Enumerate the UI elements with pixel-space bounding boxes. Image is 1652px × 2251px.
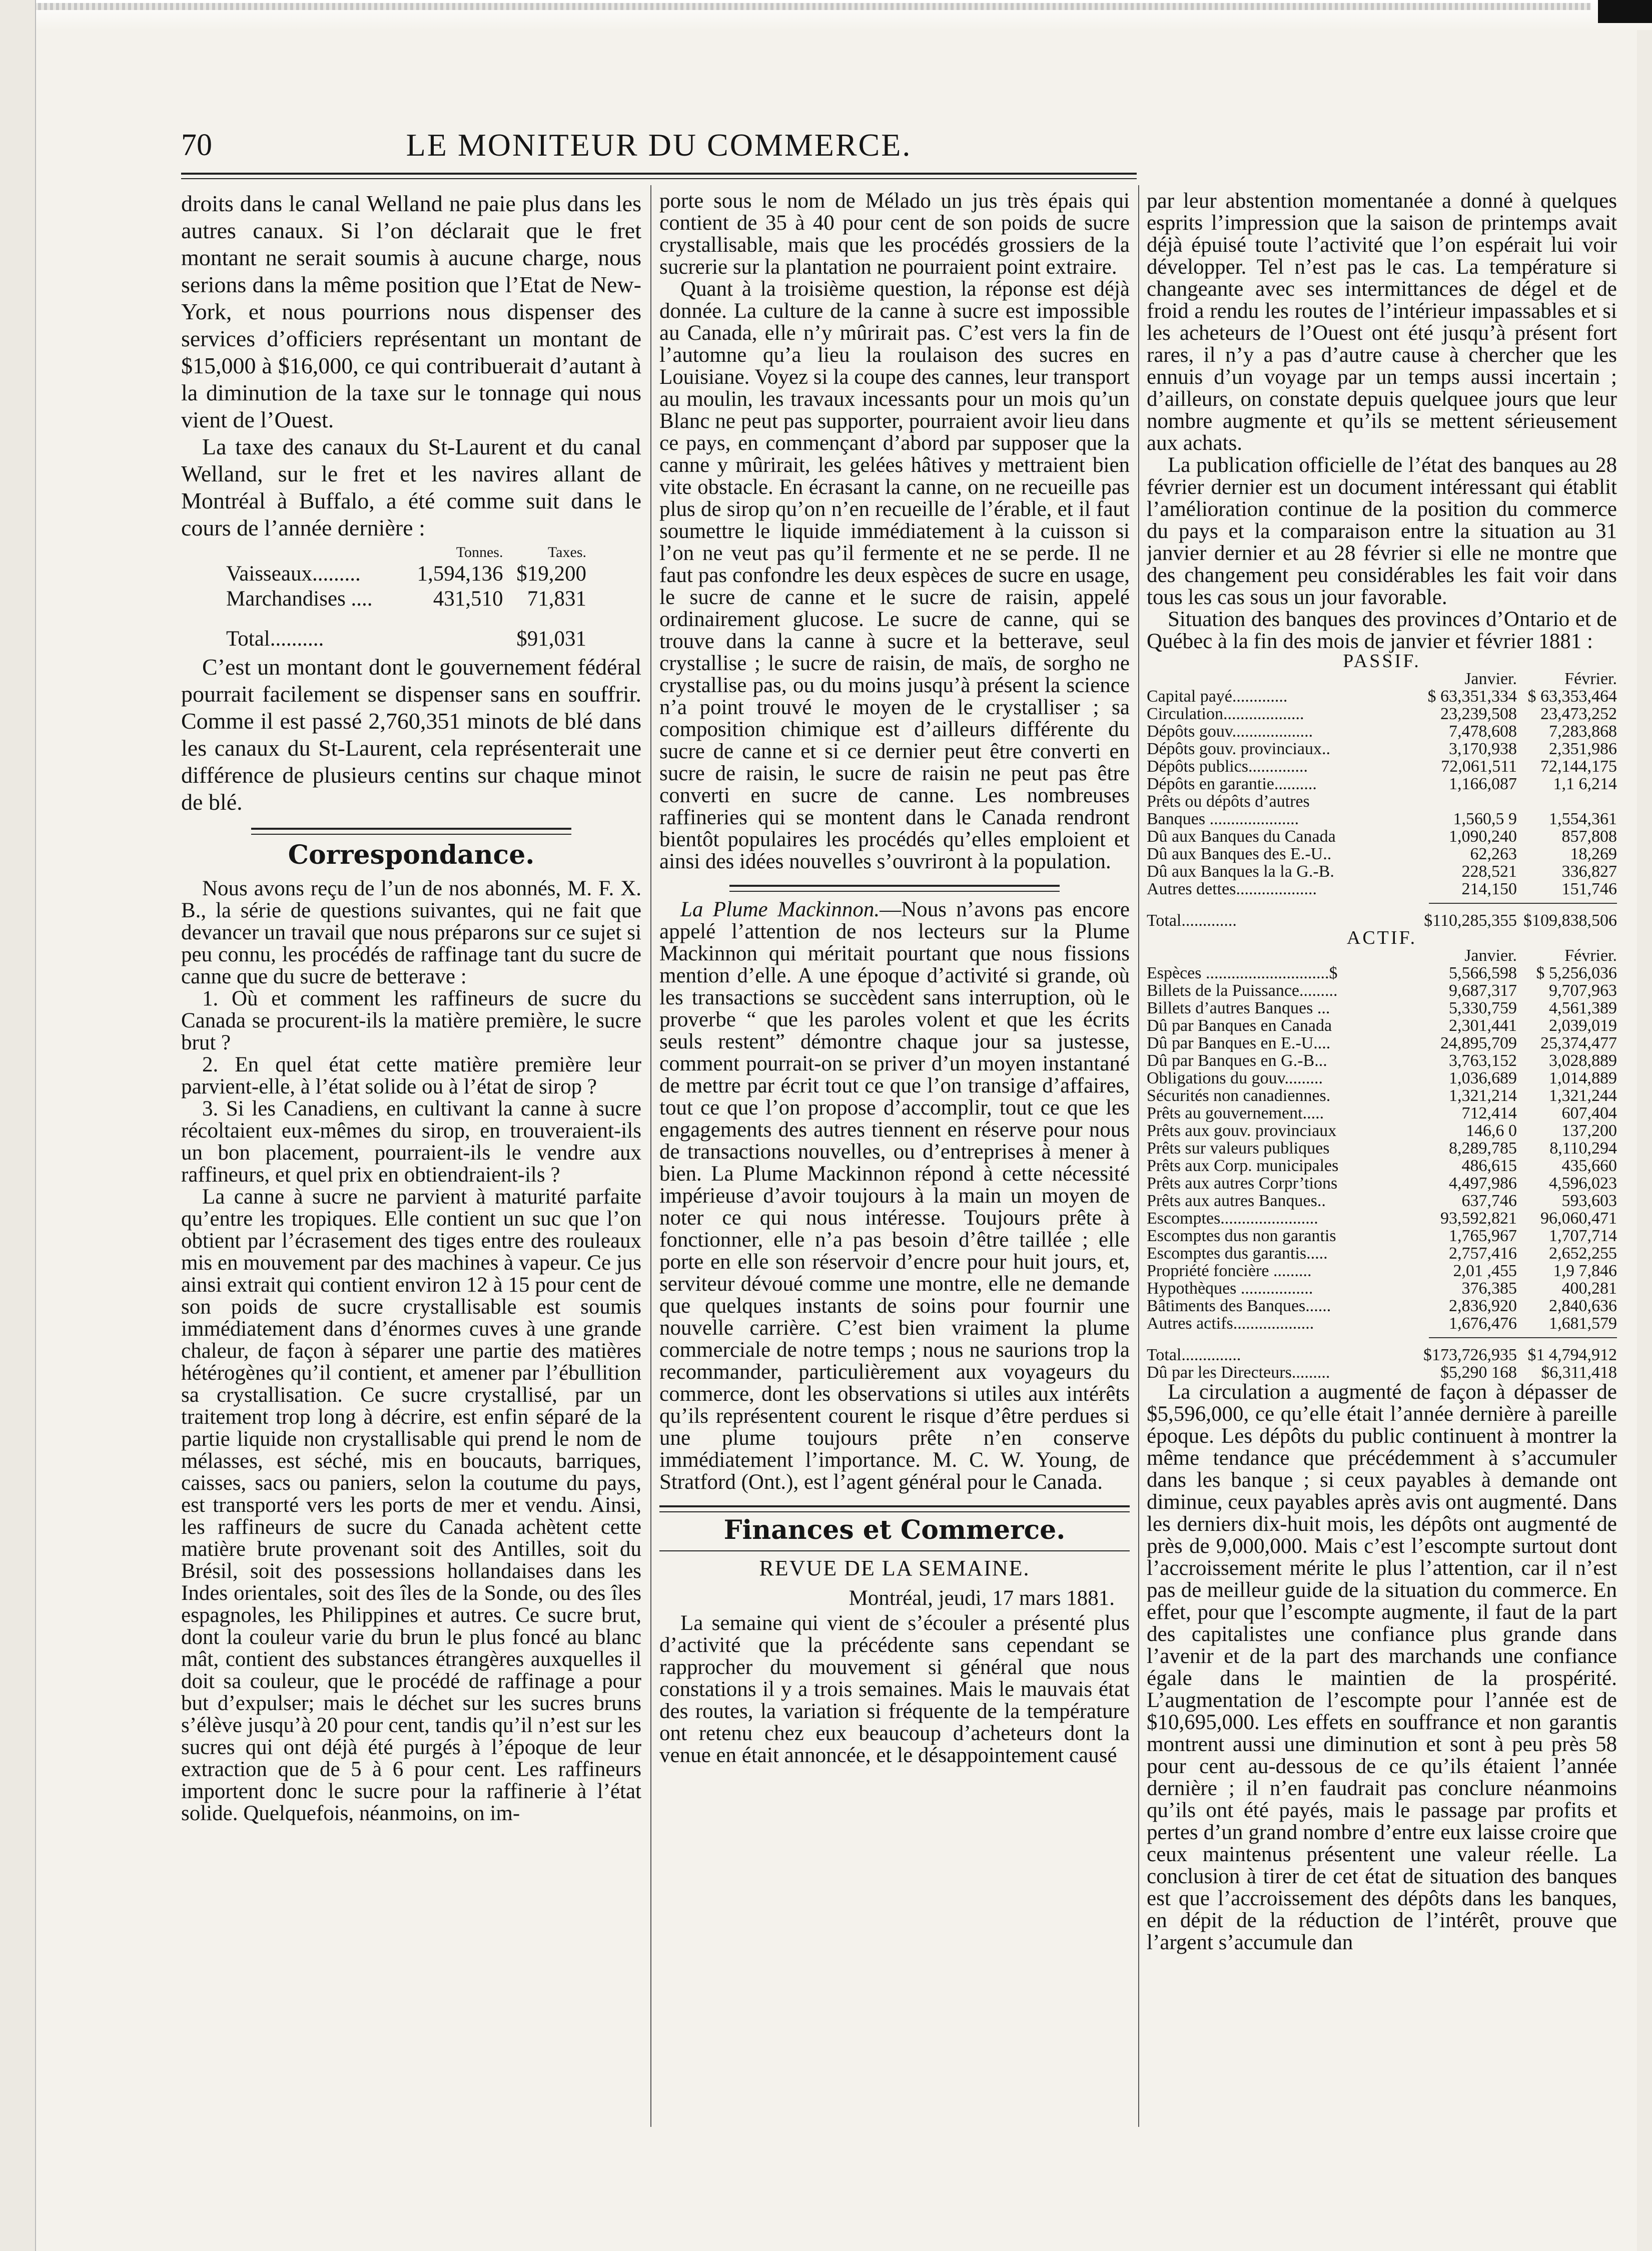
january-value: 2,01 ,455 (1453, 1262, 1517, 1280)
column-2 (659, 190, 1130, 2132)
january-value: 8,289,785 (1449, 1139, 1517, 1158)
february-value: 151,746 (1561, 880, 1617, 898)
february-value: 607,404 (1561, 1104, 1617, 1122)
paragraph: La semaine qui vient de s’écouler a présenté plus d’activité que la précédente sans cependant se rapprocher du mouvement si général que nous constations il y a trois semaines. Mais le mauvais état des routes, la variation si fréquente de la température ont retenu chez eux beaucoup d’acheteurs dont la venue en était annoncée, et le désappointement causé (659, 1611, 1130, 1767)
february-value: 7,283,868 (1549, 722, 1617, 741)
plume-text: —Nous n’avons pas encore appelé l’attention de nos lecteurs sur la Plume Mackinnon qui méritait pourtant que nous fissions mention d’elle. A une époque d’activité si grande, où les transactions se succèdent sans interruption, où le proverbe “ que les paroles volent et que les écrits seuls restent” démontre chaque jour sa justesse, comment pourrait-on se priver d’un moyen instantané de mettre par écrit tout ce que l’on transige d’affaires, tout ce que l’on propose d’accomplir, tout ce que les engagements des autres tiennent en réserve pour nous de transactions nouvelles, ou d’entreprises à mener à bien. La Plume Mackinnon répond à cette nécessité impérieuse d’avoir toujours à la main un moyen de noter ce qui nous intéresse. Toujours prête à fonctionner, elle n’a pas besoin d’être taillée ; elle porte en elle son réservoir d’encre pour huit jours, et, serviteur dévoué comme une montre, elle ne demande que quelques instants de soins pour fournir une nouvelle carrière. C’est bien vraiment la plume commerciale de notre temps ; nous ne saurions trop la recommander, particulièrement aux voyageurs du commerce, dont les observations si utiles aux intérêts qu’ils représentent courent le risque d’être perdues si une plume toujours prête n’en conserve immédiatement l’importance. M. C. W. Young, de Stratford (Ont.), est l’agent général pour le Canada. (659, 898, 1130, 1494)
february-value: 3,028,889 (1549, 1051, 1617, 1070)
column-headers (1147, 670, 1617, 688)
january-value: 1,166,087 (1449, 775, 1517, 793)
section-heading: Correspondance. (288, 840, 535, 870)
row-label: Escomptes....................... (1147, 1210, 1318, 1227)
january-value: 228,521 (1461, 862, 1517, 881)
column-1 (181, 190, 641, 2132)
table-row (1147, 828, 1617, 845)
february-value: 96,060,471 (1540, 1209, 1617, 1228)
header-rule-thin (181, 178, 1137, 179)
table-row (226, 561, 586, 587)
february-value: 1,681,579 (1549, 1314, 1617, 1333)
taxes-value: $19,200 (516, 562, 586, 586)
february-value: 4,596,023 (1549, 1174, 1617, 1193)
january-value: 3,170,938 (1449, 740, 1517, 758)
january-value: 5,566,598 (1449, 964, 1517, 982)
section-divider (729, 885, 1060, 892)
february-value: 435,660 (1561, 1157, 1617, 1175)
january-value: 376,385 (1461, 1279, 1517, 1298)
paragraph: par leur abstention momentanée a donné à quelques esprits l’impression que la saison de printemps avait déjà épuisé toute l’activité que l’on espérait lui voir développer. Tel n’est pas le cas. La température si changeante avec ses intermittances de dégel et de froid a rendu les routes de l’intérieur impassables et si les acheteurs de l’Ouest ont été jusqu’à présent fort rares, il n’y a pas d’autre cause à chercher que les ennuis d’un voyage par un temps aussi incertain ; d’ailleurs, on constate depuis quelquee jours que leur nombre augmente et qu’ils se mettent sérieusement aux achats. (1147, 190, 1617, 455)
row-label: Prêts aux gouv. provinciaux (1147, 1122, 1337, 1140)
february-value: 2,351,986 (1549, 740, 1617, 758)
january-value: 4,497,986 (1449, 1174, 1517, 1193)
paragraph: Situation des banques des provinces d’Ontario et de Québec à la fin des mois de janvier et février 1881 : (1147, 608, 1617, 653)
table-row (1147, 775, 1617, 793)
total-rule (1429, 1337, 1617, 1338)
table-row (1147, 845, 1617, 863)
table-row (1147, 705, 1617, 723)
row-label: Dû par Banques en E.-U.... (1147, 1034, 1331, 1052)
january-value: 1,321,214 (1449, 1086, 1517, 1105)
row-label: Banques ..................... (1147, 810, 1299, 828)
january-value: 1,560,5 9 (1453, 810, 1517, 828)
january-value: 486,615 (1461, 1157, 1517, 1175)
table-row (1147, 1315, 1617, 1332)
section-heading: Finances et Commerce. (723, 1515, 1066, 1545)
february-value: 857,808 (1561, 827, 1617, 846)
january-value: 637,746 (1461, 1192, 1517, 1210)
paragraph: La taxe des canaux du St-Laurent et du canal Welland, sur le fret et les navires allant de Montréal à Buffalo, a été comme suit dans le cours de l’année dernière : (181, 434, 641, 540)
february-value (1517, 793, 1617, 810)
row-label: Sécurités non canadiennes. (1147, 1087, 1331, 1104)
table-row (1147, 1157, 1617, 1175)
paragraph: La circulation a augmenté de façon à dépasser de $5,596,000, ce qu’elle était l’année dernière à pareille époque. Les dépôts du public continuent à montrer la même tendance que précédemment à s’accumuler dans les banque ; si ceux payables à demande ont diminue, ceux payables après avis ont augmenté. Dans les derniers dix-huit mois, les dépôts ont augmenté de près de 9,000,000. Mais c’est l’escompte surtout dont l’accroissement mérite le plus l’attention, car il n’est pas de meilleur guide de la situation du commerce. En effet, pour que l’escompte augmente, il faut de la part des capitalistes une confiance plus grande dans l’avenir et de la part des marchands une confiance égale dans le maintien de la prospérité. L’augmentation de l’escompte pour l’année est de $10,695,000. Les effets en souffrance et non garantis montrent aussi une diminution et sont à peu près 58 pour cent au-dessous de ce qu’ils étaient l’année dernière ; il n’en faudrait pas conclure néanmoins qu’ils ont été payés, mais le passage par profits et pertes d’un grand nombre d’entre eux laisse croire que ceux maintenus présentent une valeur réelle. La conclusion à tirer de cet état de situation des banques est que l’accroissement des dépôts dans les banques, en dépit de la réduction de l’intérêt, prouve que l’argent s’accumule dan (1147, 1380, 1617, 1954)
paragraph: Quant à la troisième question, la réponse est déjà donnée. La culture de la canne à sucre est impossible au Canada, elle n’y mûrirait pas. C’est vers la fin de l’automne qu’a lieu la roulaison des sucres en Louisiane. Voyez si la coupe des cannes, leur transport au moulin, les travaux incessants pour un mois qu’un Blanc ne peut pas supporter, pourraient avoir lieu dans ce pays, en commençant d’abord par supposer que la canne y mûrirait, les gelées hâtives y mettraient bien vite obstacle. En écrasant la canne, on ne recueille pas plus de sirop qu’on n’en recueille de l’érable, et il faut soumettre le liquide immédiatement à la cuisson si l’on ne veut pas qu’il fermente et ne se perde. Il ne faut pas confondre les deux espèces de sucre en usage, le sucre de canne et le sucre de raisin, appelé ordinairement glucose. Le sucre de canne, qui se trouve dans la canne à sucre et la betterave, seul crystallise ; le sucre de raisin, de maïs, de sorgho ne crystallise pas, ou du moins jusqu’à présent la science n’a point trouvé le moyen de le crystalliser ; sa composition chimique est d’ailleurs différente du sucre de canne et si ce dernier peut être converti en sucre de raisin, le sucre de raisin ne peut pas être converti en sucre de canne. Les nombreuses raffineries qui se montent dans le Canada rendront bientôt populaires les procédés qu’elles emploient et ainsi des idées nouvelles s’ouvriront à la population. (659, 277, 1130, 873)
total-row (226, 612, 586, 652)
row-label: Circulation................... (1147, 705, 1304, 723)
january-value: 93,592,821 (1440, 1209, 1517, 1228)
actif-title: ACTIF. (1346, 927, 1417, 948)
column-separator (650, 185, 651, 2127)
paragraph: La publication officielle de l’état des banques au 28 février dernier est un document intéressant qui établit l’amélioration continue de la position du commerce du pays et la comparaison entre la situation au 31 janvier dernier et au 28 février si elle ne montre que des changement peu considérables les fait voir dans tous les cas sous un jour favorable. (1147, 453, 1617, 609)
section-divider (659, 1505, 1130, 1512)
column-header: Février. (1564, 670, 1617, 688)
february-value: 1,554,361 (1549, 810, 1617, 828)
february-value: 1,707,714 (1549, 1227, 1617, 1245)
row-label: Escomptes dus garantis..... (1147, 1245, 1328, 1262)
row-label: Dû par Banques en G.-B... (1147, 1052, 1327, 1069)
january-value: 146,6 0 (1466, 1121, 1517, 1140)
table-row (1147, 1017, 1617, 1034)
february-value: 4,561,389 (1549, 999, 1617, 1017)
february-value: 9,707,963 (1549, 981, 1617, 1000)
table-row (1147, 1297, 1617, 1315)
january-value: 72,061,511 (1441, 757, 1517, 776)
table-row (1147, 1104, 1617, 1122)
table-row (1147, 793, 1617, 810)
january-value: 2,757,416 (1449, 1244, 1517, 1263)
row-label: Dépôts gouv................... (1147, 723, 1313, 740)
row-label: Dépôts publics.............. (1147, 758, 1308, 775)
plume-paragraph (659, 899, 1130, 1493)
table-row (1147, 982, 1617, 999)
table-row (1147, 723, 1617, 740)
table-row (1147, 1245, 1617, 1262)
actif-rows (1147, 964, 1617, 1332)
january-value: 712,414 (1461, 1104, 1517, 1122)
row-label: Prêts sur valeurs publiques (1147, 1140, 1330, 1157)
february-value: 25,374,477 (1540, 1034, 1617, 1052)
january-value: 1,676,476 (1449, 1314, 1517, 1333)
january-value: 3,763,152 (1449, 1051, 1517, 1070)
table-row (1147, 758, 1617, 775)
tonnes-value: 1,594,136 (417, 562, 503, 586)
january-value (1417, 793, 1517, 810)
row-label: Prêts aux autres Corpr’tions (1147, 1175, 1338, 1192)
bank-statement-table (1147, 653, 1617, 1381)
table-row (1147, 999, 1617, 1017)
paragraph: Nous avons reçu de l’un de nos abonnés, M. F. X. B., la série de questions suivantes, qui ne fait que devancer un travail que nous préparons sur ce sujet si peu connu, les procédés de raffinage tant du sucre de canne que du sucre de betterave : (181, 877, 641, 988)
row-label: Dépôts en garantie.......... (1147, 775, 1317, 793)
row-label: Vaisseaux......... (226, 562, 361, 586)
paragraph: droits dans le canal Welland ne paie plus dans les autres canaux. Si l’on déclarait que le fret montant ne serait soumis à aucune charge, nous serions dans la même position que l’Etat de New-York, et nous pourrions nous dispenser des services d’officiers représentant un montant de $15,000 à $16,000, ce qui contribuerait d’autant à la diminution de la taxe sur le tonnage qui nous vient de l’Ouest. (181, 191, 641, 432)
row-label: Capital payé............. (1147, 688, 1288, 705)
january-value: $110,285,355 (1424, 911, 1517, 930)
row-label: Autres actifs................... (1147, 1315, 1314, 1332)
row-label: Prêts ou dépôts d’autres (1147, 793, 1310, 810)
table-row (226, 587, 586, 612)
paragraph: La canne à sucre ne parvient à maturité parfaite qu’entre les tropiques. Elle contient un suc que l’on obtient par l’écrasement des tiges entre des rouleaux mis en mouvement par des machines à vapeur. Ce jus ainsi extrait qui contient environ 12 à 15 pour cent de son poids de sucre crystallisable est soumis immédiatement dans d’énormes cuves à une grande chaleur, de façon à séparer une partie des matières hétérogènes qu’il contient, et amener par l’ébullition sa crystallisation. Ce sucre crystallisé, par un traitement trop long à décrire, est enfin séparé de la partie liquide non crystallisable qui prend le nom de mélasses, est séché, mis en boucauts, barriques, caisses, sacs ou paniers, selon la coutume du pays, est transporté vers les ports de mer et vendu. Ainsi, les raffineurs de sucre du Canada achètent cette matière brute provenant soit des Antilles, soit du Brésil, soit des possessions hollandaises dans les Indes orientales, soit des îles de la Sonde, ou des îles espagnoles, les Philippines et autres. Ce sucre brut, dont la couleur varie du brun le plus foncé au blanc mât, contient des substances étrangères auxquelles il doit sa couleur, que le procédé de raffinage a pour but d’expulser; mais le déchet sur les sucres bruns s’élève jusqu’à 20 pour cent, tandis qu’il n’est sur les sucres qui ont déjà été purgés à l’époque de leur extraction que de 5 à 6 pour cent. Les raffineurs importent donc le sucre pour la raffinerie à l’état solide. Quelquefois, néanmoins, on im- (181, 1185, 641, 1825)
february-value: 400,281 (1561, 1279, 1617, 1298)
january-value: $5,290 168 (1440, 1363, 1517, 1382)
january-value: 24,895,709 (1440, 1034, 1517, 1052)
row-label: Dû aux Banques du Canada (1147, 828, 1336, 845)
total-rule (1429, 903, 1617, 904)
table-row (1147, 1087, 1617, 1104)
row-label: Dû aux Banques des E.-U.. (1147, 845, 1332, 863)
row-label: Prêts aux autres Banques.. (1147, 1192, 1326, 1210)
table-row (1147, 1140, 1617, 1157)
question-item: 1. Où et comment les raffineurs de sucre du Canada se procurent-ils la matière première, le sucre brut ? (181, 987, 641, 1054)
page-number: 70 (181, 128, 212, 162)
row-label: Propriété foncière ......... (1147, 1262, 1312, 1280)
section-divider (251, 828, 571, 835)
february-value: $109,838,506 (1523, 911, 1617, 930)
table-row (1147, 688, 1617, 705)
table-row (1147, 1210, 1617, 1227)
january-value: 23,239,508 (1440, 705, 1517, 723)
column-header: Tonnes. (456, 544, 503, 560)
paragraph: C’est un montant dont le gouvernement fédéral pourrait facilement se dispenser sans en souffrir. Comme il est passé 2,760,351 minots de blé dans les canaux du St-Laurent, cela représenterait une différence de plusieurs centins sur chaque minot de blé. (181, 654, 641, 815)
february-value: 1,1 6,214 (1553, 775, 1617, 793)
column-header: Janvier. (1464, 670, 1517, 688)
row-label: Billets d’autres Banques ... (1147, 999, 1330, 1017)
february-value: 2,039,019 (1549, 1016, 1617, 1035)
total-label: Total.......... (226, 627, 324, 651)
table-row (1147, 1122, 1617, 1140)
february-value: $6,311,418 (1541, 1363, 1617, 1382)
february-value: 8,110,294 (1549, 1139, 1617, 1158)
column-header: Février. (1564, 946, 1617, 965)
row-label: Bâtiments des Banques...... (1147, 1297, 1331, 1315)
binding-edge (0, 0, 36, 2251)
question-item: 3. Si les Canadiens, en cultivant la canne à sucre récoltaient eux-mêmes du sirop, en trouveraient-ils un bon placement, pourraient-ils le vendre aux raffineurs, et quel prix en obtiendraient-ils ? (181, 1097, 641, 1187)
february-value: $ 63,353,464 (1527, 687, 1617, 706)
february-value: 2,840,636 (1549, 1297, 1617, 1315)
table-row (1147, 810, 1617, 828)
table-row (1147, 740, 1617, 758)
january-value: 1,036,689 (1449, 1069, 1517, 1087)
taxes-value: 71,831 (527, 587, 586, 611)
right-page-edge (1637, 30, 1652, 2251)
subheading: REVUE DE LA SEMAINE. (759, 1556, 1030, 1580)
row-label: Dû par Banques en Canada (1147, 1017, 1332, 1034)
table-row (1147, 1175, 1617, 1192)
january-value: 1,090,240 (1449, 827, 1517, 846)
january-value: 214,150 (1461, 880, 1517, 898)
january-value: $173,726,935 (1423, 1346, 1517, 1364)
row-label: Hypothèques ................. (1147, 1280, 1313, 1297)
table-row (1147, 1262, 1617, 1280)
february-value: 1,014,889 (1549, 1069, 1617, 1087)
question-item: 2. En quel état cette matière première leur parvient-elle, à l’état solide ou à l’état de sirop ? (181, 1053, 641, 1098)
february-value: 336,827 (1561, 862, 1617, 881)
january-value: 2,301,441 (1449, 1016, 1517, 1035)
row-label: Prêts au gouvernement..... (1147, 1104, 1324, 1122)
total-row (1147, 1346, 1617, 1364)
page-header (181, 123, 1137, 163)
table-row (1147, 1192, 1617, 1210)
row-label: Dû aux Banques la la G.-B. (1147, 863, 1334, 880)
table-row (1147, 880, 1617, 898)
column-3 (1147, 190, 1617, 2132)
february-value: $ 5,256,036 (1536, 964, 1617, 982)
column-header: Taxes. (547, 544, 586, 560)
heading-rule (659, 1550, 1130, 1551)
february-value: 72,144,175 (1540, 757, 1617, 776)
february-value: $1 4,794,912 (1527, 1346, 1617, 1364)
february-value: 137,200 (1561, 1121, 1617, 1140)
paragraph: porte sous le nom de Mélado un jus très épais qui contient de 35 à 40 pour cent de son poids de sucre crystallisable, mais que les procédés grossiers de la sucrerie sur la plantation ne pourraient point extraire. (659, 190, 1130, 279)
total-value: $91,031 (516, 627, 586, 651)
table-row (1147, 1069, 1617, 1087)
table-row (1147, 1364, 1617, 1381)
table-row (1147, 1227, 1617, 1245)
table-row (1147, 1052, 1617, 1069)
table-row (1147, 863, 1617, 880)
row-label: Dépôts gouv. provinciaux.. (1147, 740, 1331, 758)
row-label: Marchandises .... (226, 587, 373, 611)
row-label: Autres dettes................... (1147, 880, 1317, 898)
row-label: Total.............. (1147, 1346, 1241, 1364)
january-value: 2,836,920 (1449, 1297, 1517, 1315)
scan-corner-mark (1598, 0, 1652, 23)
february-value: 2,652,255 (1549, 1244, 1617, 1263)
january-value: 5,330,759 (1449, 999, 1517, 1017)
january-value: 7,478,608 (1449, 722, 1517, 741)
february-value: 1,9 7,846 (1553, 1262, 1617, 1280)
row-label: Dû par les Directeurs......... (1147, 1364, 1330, 1381)
plume-title: La Plume Mackinnon. (680, 898, 880, 921)
february-value: 23,473,252 (1540, 705, 1617, 723)
row-label: Billets de la Puissance......... (1147, 982, 1338, 999)
row-label: Total............. (1147, 912, 1237, 929)
column-header: Janvier. (1464, 946, 1517, 965)
column-separator (1138, 185, 1139, 2127)
february-value: 1,321,244 (1549, 1086, 1617, 1105)
row-label: Escomptes dus non garantis (1147, 1227, 1336, 1245)
january-value: 9,687,317 (1449, 981, 1517, 1000)
february-value: 18,269 (1570, 845, 1617, 863)
table-row (1147, 1280, 1617, 1297)
journal-title: LE MONITEUR DU COMMERCE. (406, 127, 912, 163)
january-value: 62,263 (1470, 845, 1517, 863)
table-row (1147, 964, 1617, 982)
passif-title: PASSIF. (1343, 651, 1421, 672)
table-row (1147, 1034, 1617, 1052)
canal-tax-table (226, 543, 586, 652)
tonnes-value: 431,510 (433, 587, 503, 611)
total-row (1147, 912, 1617, 929)
row-label: Prêts aux Corp. municipales (1147, 1157, 1339, 1175)
dateline: Montréal, jeudi, 17 mars 1881. (849, 1586, 1115, 1610)
january-value: $ 63,351,334 (1427, 687, 1517, 706)
scan-border-noise (20, 3, 1591, 10)
header-rule-thick (181, 173, 1137, 175)
row-label: Obligations du gouv......... (1147, 1069, 1323, 1087)
january-value: 1,765,967 (1449, 1227, 1517, 1245)
column-headers (1147, 947, 1617, 964)
row-label: Espèces .............................$ (1147, 964, 1338, 982)
february-value: 593,603 (1561, 1192, 1617, 1210)
passif-rows (1147, 688, 1617, 898)
